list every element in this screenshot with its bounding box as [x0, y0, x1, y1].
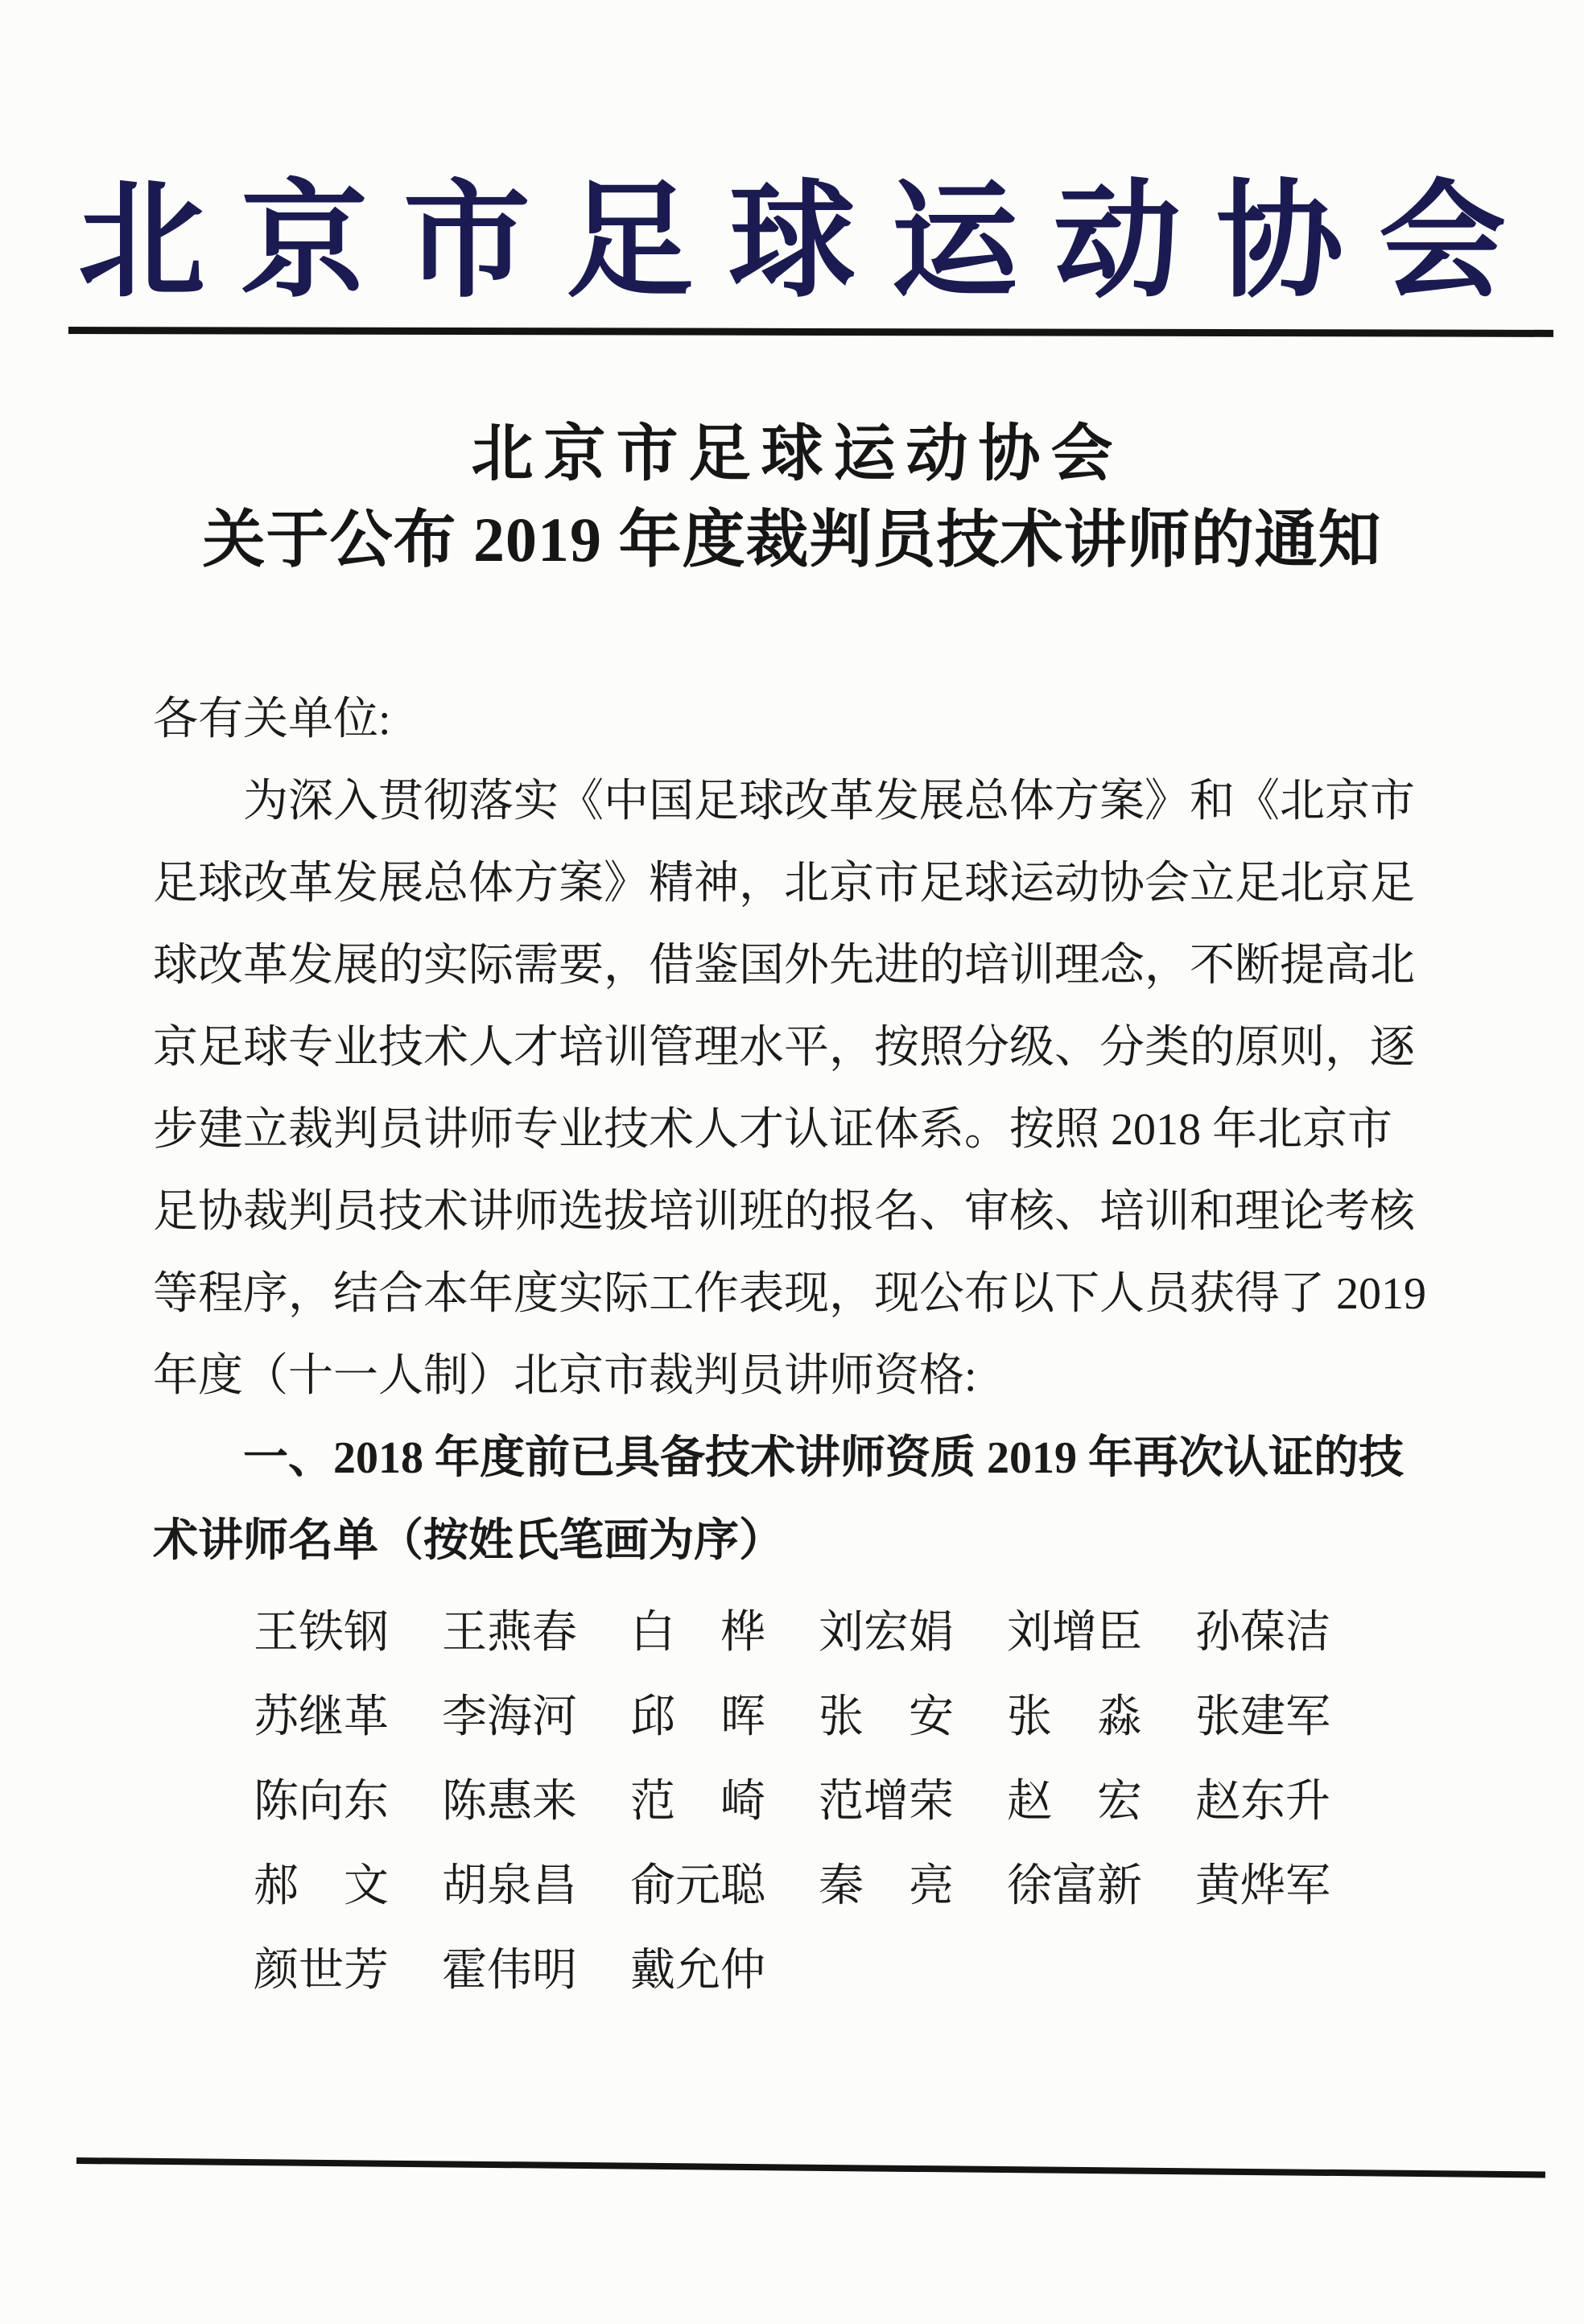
instructor-name: 李海河 [442, 1692, 577, 1742]
salutation: 各有关单位: [153, 694, 391, 744]
document-title-line1: 北京市足球运动协会 [471, 419, 1124, 488]
instructor-name: 徐富新 [1007, 1861, 1142, 1911]
paragraph-line: 足协裁判员技术讲师选拔培训班的报名、审核、培训和理论考核 [153, 1187, 1415, 1237]
section1-heading-line1: 一、2018 年度前已具备技术讲师资质 2019 年再次认证的技 [243, 1433, 1404, 1483]
instructor-name-list [254, 1591, 1431, 2013]
letterhead-org-title: 北京市足球运动协会 [78, 172, 1541, 313]
section1-heading-line2: 术讲师名单（按姓氏笔画为序） [153, 1516, 784, 1566]
instructor-name-row [254, 1760, 1431, 1844]
instructor-name: 张建军 [1195, 1692, 1330, 1742]
instructor-name-row [254, 1675, 1431, 1760]
instructor-name: 王铁钢 [254, 1608, 389, 1658]
footer-divider-line [76, 2157, 1545, 2178]
section1-heading [153, 1417, 1431, 1583]
instructor-name: 邱 晖 [630, 1692, 765, 1742]
document-body [153, 678, 1431, 2013]
main-paragraph [153, 760, 1431, 1417]
paragraph-line: 步建立裁判员讲师专业技术人才认证体系。按照 2018 年北京市 [153, 1105, 1392, 1155]
instructor-name: 王燕春 [442, 1608, 577, 1658]
instructor-name: 胡泉昌 [442, 1861, 577, 1911]
instructor-name: 黄烨军 [1195, 1861, 1330, 1911]
instructor-name: 刘宏娟 [819, 1608, 954, 1658]
instructor-name: 陈惠来 [442, 1777, 577, 1827]
instructor-name: 苏继革 [254, 1692, 389, 1742]
document-title-line2: 关于公布 2019 年度裁判员技术讲师的通知 [202, 505, 1382, 575]
instructor-name: 张 淼 [1007, 1692, 1142, 1742]
paragraph-line: 京足球专业技术人才培训管理水平，按照分级、分类的原则，逐 [153, 1023, 1415, 1073]
instructor-name: 郝 文 [254, 1861, 389, 1911]
instructor-name-row [254, 1591, 1431, 1675]
instructor-name: 孙葆洁 [1195, 1608, 1330, 1658]
instructor-name: 秦 亮 [819, 1861, 954, 1911]
paragraph-line: 足球改革发展总体方案》精神，北京市足球运动协会立足北京足 [153, 859, 1415, 909]
instructor-name: 俞元聪 [630, 1861, 765, 1911]
instructor-name: 张 安 [819, 1692, 954, 1742]
instructor-name: 戴允仲 [630, 1946, 765, 1996]
instructor-name: 赵 宏 [1007, 1777, 1142, 1827]
instructor-name: 范 崎 [630, 1777, 765, 1827]
instructor-name: 刘增臣 [1007, 1608, 1142, 1658]
instructor-name: 范增荣 [819, 1777, 954, 1827]
instructor-name: 霍伟明 [442, 1946, 577, 1996]
instructor-name: 陈向东 [254, 1777, 389, 1827]
instructor-name-row [254, 1929, 1431, 2013]
paragraph-line: 年度（十一人制）北京市裁判员讲师资格: [153, 1351, 977, 1401]
instructor-name: 白 桦 [630, 1608, 765, 1658]
instructor-name: 赵东升 [1195, 1777, 1330, 1827]
paragraph-line: 等程序，结合本年度实际工作表现，现公布以下人员获得了 2019 [153, 1269, 1426, 1319]
letterhead-divider-line [68, 327, 1553, 337]
paragraph-line: 为深入贯彻落实《中国足球改革发展总体方案》和《北京市 [243, 777, 1415, 826]
instructor-name: 颜世芳 [254, 1946, 389, 1996]
instructor-name-row [254, 1844, 1431, 1929]
document-title [0, 412, 1584, 583]
paragraph-line: 球改革发展的实际需要，借鉴国外先进的培训理念，不断提高北 [153, 941, 1415, 991]
